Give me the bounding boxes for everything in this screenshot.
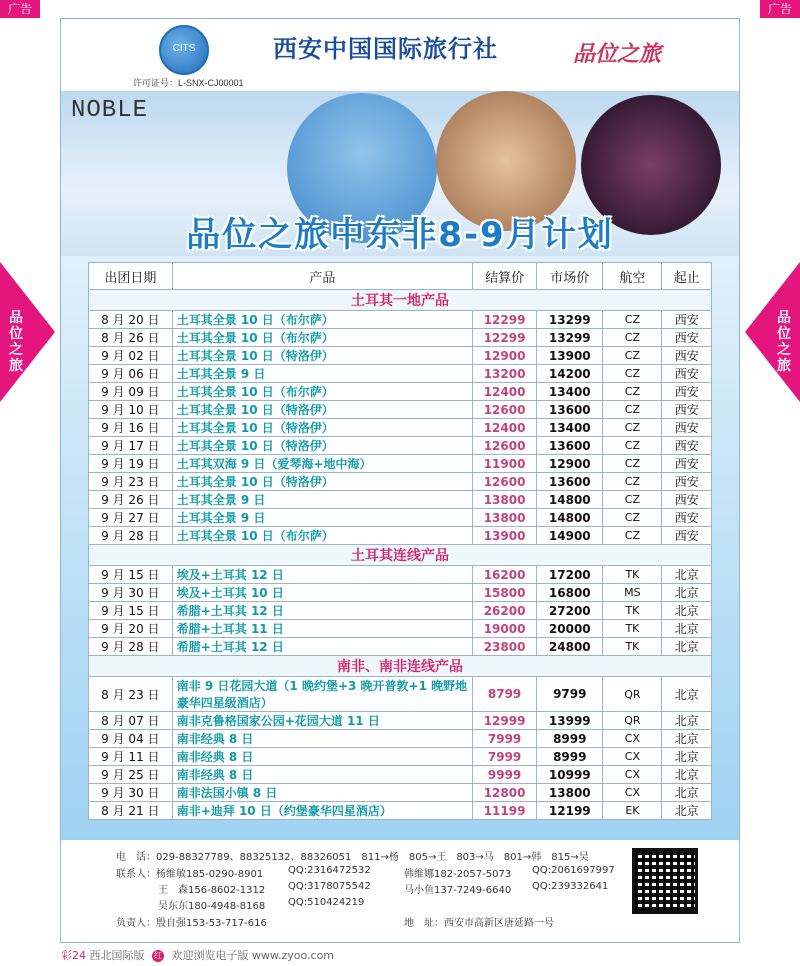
cell-settle-price: 26200 bbox=[472, 602, 536, 620]
cell-date: 9 月 09 日 bbox=[89, 383, 173, 401]
cell-settle-price: 12900 bbox=[472, 347, 536, 365]
cell-departure: 北京 bbox=[662, 602, 712, 620]
cell-settle-price: 12299 bbox=[472, 329, 536, 347]
cell-market-price: 13999 bbox=[537, 712, 603, 730]
cell-market-price: 12900 bbox=[537, 455, 603, 473]
cell-market-price: 12199 bbox=[537, 802, 603, 820]
side-tab-right bbox=[745, 262, 800, 402]
cell-product: 南非经典 8 日 bbox=[172, 748, 472, 766]
cell-product: 土耳其全景 10 日（特洛伊） bbox=[172, 401, 472, 419]
table-row bbox=[89, 638, 712, 656]
cell-market-price: 14800 bbox=[537, 509, 603, 527]
company-name: 西安中国国际旅行社 bbox=[273, 35, 498, 63]
logo-text: CITS bbox=[172, 43, 196, 54]
cell-product: 土耳其全景 10 日（特洛伊） bbox=[172, 419, 472, 437]
cell-date: 8 月 26 日 bbox=[89, 329, 173, 347]
cell-product: 土耳其全景 10 日（特洛伊） bbox=[172, 473, 472, 491]
contact-person: 马小鱼137-7249-6640 bbox=[404, 885, 512, 896]
table-row bbox=[89, 602, 712, 620]
cell-airline: CZ bbox=[603, 437, 662, 455]
cell-market-price: 8999 bbox=[537, 748, 603, 766]
cell-product: 土耳其全景 10 日（布尔萨） bbox=[172, 311, 472, 329]
table-row bbox=[89, 437, 712, 455]
cell-departure: 北京 bbox=[662, 730, 712, 748]
footer-badge-icon: 红 bbox=[154, 951, 162, 960]
cell-date: 8 月 21 日 bbox=[89, 802, 173, 820]
table-row bbox=[89, 748, 712, 766]
cell-product: 土耳其全景 10 日（特洛伊） bbox=[172, 437, 472, 455]
contact-qq: QQ:2316472532 bbox=[288, 865, 371, 876]
cell-date: 9 月 30 日 bbox=[89, 584, 173, 602]
table-row bbox=[89, 401, 712, 419]
cell-market-price: 13299 bbox=[537, 311, 603, 329]
cell-settle-price: 13800 bbox=[472, 491, 536, 509]
table-row bbox=[89, 584, 712, 602]
cell-airline: QR bbox=[603, 677, 662, 712]
table-row bbox=[89, 455, 712, 473]
table-row bbox=[89, 527, 712, 545]
contact-manager: 负责人：殷自强153-53-717-616 bbox=[116, 918, 267, 929]
cell-settle-price: 16200 bbox=[472, 566, 536, 584]
cell-market-price: 13299 bbox=[537, 329, 603, 347]
cell-airline: CZ bbox=[603, 419, 662, 437]
contact-phone: 电 话：029-88327789、88325132、88326051 811→杨 805→王 803→马 801→韩 815→吴 bbox=[116, 852, 589, 863]
header-date: 出团日期 bbox=[89, 263, 173, 290]
footer-section: 西北国际版 bbox=[89, 949, 145, 962]
cell-date: 9 月 28 日 bbox=[89, 638, 173, 656]
cell-product: 土耳其全景 10 日（布尔萨） bbox=[172, 383, 472, 401]
cell-settle-price: 12600 bbox=[472, 473, 536, 491]
cell-date: 9 月 19 日 bbox=[89, 455, 173, 473]
qr-code-icon bbox=[632, 848, 698, 914]
cell-airline: TK bbox=[603, 602, 662, 620]
cell-departure: 北京 bbox=[662, 620, 712, 638]
cell-settle-price: 13900 bbox=[472, 527, 536, 545]
header bbox=[61, 19, 739, 91]
cell-market-price: 9799 bbox=[537, 677, 603, 712]
cell-market-price: 14800 bbox=[537, 491, 603, 509]
cell-date: 9 月 20 日 bbox=[89, 620, 173, 638]
cell-market-price: 17200 bbox=[537, 566, 603, 584]
cell-settle-price: 12400 bbox=[472, 419, 536, 437]
cell-settle-price: 11199 bbox=[472, 802, 536, 820]
cell-airline: CZ bbox=[603, 401, 662, 419]
cell-date: 9 月 27 日 bbox=[89, 509, 173, 527]
cell-settle-price: 11900 bbox=[472, 455, 536, 473]
cell-departure: 北京 bbox=[662, 566, 712, 584]
cell-date: 8 月 20 日 bbox=[89, 311, 173, 329]
section-row bbox=[89, 656, 712, 677]
header-departure: 起止 bbox=[662, 263, 712, 290]
footer-text: 欢迎浏览电子版 www.zyoo.com bbox=[171, 949, 335, 962]
cell-product: 南非经典 8 日 bbox=[172, 730, 472, 748]
cell-departure: 北京 bbox=[662, 638, 712, 656]
contact-address: 地 址：西安市高新区唐延路一号 bbox=[404, 918, 554, 929]
cell-departure: 北京 bbox=[662, 584, 712, 602]
cell-settle-price: 12800 bbox=[472, 784, 536, 802]
cell-departure: 西安 bbox=[662, 455, 712, 473]
cell-date: 9 月 23 日 bbox=[89, 473, 173, 491]
cell-settle-price: 19000 bbox=[472, 620, 536, 638]
cell-departure: 北京 bbox=[662, 766, 712, 784]
cell-departure: 西安 bbox=[662, 419, 712, 437]
cell-market-price: 10999 bbox=[537, 766, 603, 784]
cell-departure: 北京 bbox=[662, 784, 712, 802]
cell-product: 南非经典 8 日 bbox=[172, 766, 472, 784]
cell-departure: 西安 bbox=[662, 509, 712, 527]
cell-product: 希腊+土耳其 12 日 bbox=[172, 602, 472, 620]
cell-airline: QR bbox=[603, 712, 662, 730]
table-body bbox=[89, 290, 712, 820]
cell-departure: 西安 bbox=[662, 437, 712, 455]
cell-market-price: 24800 bbox=[537, 638, 603, 656]
cell-settle-price: 13800 bbox=[472, 509, 536, 527]
section-title: 土耳其一地产品 bbox=[89, 290, 712, 311]
section-row bbox=[89, 290, 712, 311]
cell-settle-price: 12600 bbox=[472, 401, 536, 419]
cell-departure: 北京 bbox=[662, 677, 712, 712]
cell-airline: TK bbox=[603, 638, 662, 656]
cell-airline: MS bbox=[603, 584, 662, 602]
cell-settle-price: 8799 bbox=[472, 677, 536, 712]
cell-departure: 西安 bbox=[662, 329, 712, 347]
page-title: 品位之旅中东非8-9月计划 bbox=[186, 215, 614, 255]
cell-airline: CZ bbox=[603, 311, 662, 329]
section-title: 南非、南非连线产品 bbox=[89, 656, 712, 677]
cell-date: 9 月 26 日 bbox=[89, 491, 173, 509]
table-row bbox=[89, 365, 712, 383]
table-row bbox=[89, 383, 712, 401]
cell-airline: CZ bbox=[603, 473, 662, 491]
cell-date: 9 月 28 日 bbox=[89, 527, 173, 545]
contact-qq: QQ:239332641 bbox=[532, 881, 609, 892]
noble-text: NOBLE bbox=[71, 97, 149, 124]
cell-airline: CX bbox=[603, 730, 662, 748]
table-row bbox=[89, 329, 712, 347]
cell-market-price: 27200 bbox=[537, 602, 603, 620]
cits-logo-icon bbox=[159, 25, 209, 75]
table-row bbox=[89, 620, 712, 638]
cell-market-price: 13600 bbox=[537, 401, 603, 419]
contact-person: 联系人：杨维敏185-0290-8901 bbox=[116, 869, 264, 880]
page-number: 彩24 bbox=[61, 949, 86, 962]
cell-airline: CZ bbox=[603, 509, 662, 527]
cell-date: 9 月 02 日 bbox=[89, 347, 173, 365]
cell-airline: TK bbox=[603, 620, 662, 638]
header-airline: 航空 bbox=[603, 263, 662, 290]
cell-product: 土耳其全景 9 日 bbox=[172, 365, 472, 383]
table-row bbox=[89, 566, 712, 584]
header-product: 产品 bbox=[172, 263, 472, 290]
cell-settle-price: 9999 bbox=[472, 766, 536, 784]
cell-market-price: 20000 bbox=[537, 620, 603, 638]
cell-settle-price: 15800 bbox=[472, 584, 536, 602]
cell-product: 南非克鲁格国家公园+花园大道 11 日 bbox=[172, 712, 472, 730]
table-row bbox=[89, 419, 712, 437]
cell-departure: 北京 bbox=[662, 802, 712, 820]
table-row bbox=[89, 712, 712, 730]
page-footer bbox=[61, 947, 334, 963]
table-row bbox=[89, 677, 712, 712]
cell-airline: CX bbox=[603, 784, 662, 802]
cell-date: 9 月 17 日 bbox=[89, 437, 173, 455]
table-row bbox=[89, 509, 712, 527]
contact-qq: QQ:510424219 bbox=[288, 897, 365, 908]
contact-person: 吴东东180-4948-8168 bbox=[158, 901, 266, 912]
table-row bbox=[89, 491, 712, 509]
side-text: 品位之旅 bbox=[777, 310, 791, 374]
side-text: 品位之旅 bbox=[9, 310, 23, 374]
cell-market-price: 14200 bbox=[537, 365, 603, 383]
cell-date: 9 月 15 日 bbox=[89, 602, 173, 620]
cell-departure: 北京 bbox=[662, 712, 712, 730]
contact-person: 王 森156-8602-1312 bbox=[158, 885, 266, 896]
cell-date: 8 月 07 日 bbox=[89, 712, 173, 730]
cell-airline: CX bbox=[603, 748, 662, 766]
contact-qq: QQ:2061697997 bbox=[532, 865, 615, 876]
cell-date: 9 月 15 日 bbox=[89, 566, 173, 584]
cell-departure: 西安 bbox=[662, 527, 712, 545]
table-row bbox=[89, 311, 712, 329]
cell-departure: 西安 bbox=[662, 311, 712, 329]
cell-market-price: 14900 bbox=[537, 527, 603, 545]
cell-product: 南非 9 日花园大道（1 晚约堡+3 晚开普敦+1 晚野地 豪华四星级酒店） bbox=[172, 677, 472, 712]
license-number: 许可证号：L-SNX-CJ00001 bbox=[133, 78, 244, 88]
cell-settle-price: 12999 bbox=[472, 712, 536, 730]
cell-product: 南非法国小镇 8 日 bbox=[172, 784, 472, 802]
cell-market-price: 13400 bbox=[537, 419, 603, 437]
contact-qq: QQ:3178075542 bbox=[288, 881, 371, 892]
cell-product: 土耳其全景 10 日（布尔萨） bbox=[172, 527, 472, 545]
cell-product: 希腊+土耳其 11 日 bbox=[172, 620, 472, 638]
tour-plan-table bbox=[88, 262, 712, 820]
cell-departure: 北京 bbox=[662, 748, 712, 766]
cell-date: 9 月 04 日 bbox=[89, 730, 173, 748]
cell-airline: EK bbox=[603, 802, 662, 820]
cell-settle-price: 7999 bbox=[472, 748, 536, 766]
cell-settle-price: 12400 bbox=[472, 383, 536, 401]
cell-settle-price: 13200 bbox=[472, 365, 536, 383]
section-title: 土耳其连线产品 bbox=[89, 545, 712, 566]
cell-date: 9 月 10 日 bbox=[89, 401, 173, 419]
table-row bbox=[89, 784, 712, 802]
cell-product: 埃及+土耳其 10 日 bbox=[172, 584, 472, 602]
cell-departure: 西安 bbox=[662, 383, 712, 401]
cell-departure: 西安 bbox=[662, 347, 712, 365]
cell-date: 8 月 23 日 bbox=[89, 677, 173, 712]
section-row bbox=[89, 545, 712, 566]
cell-airline: CZ bbox=[603, 365, 662, 383]
cell-product: 土耳其全景 10 日（特洛伊） bbox=[172, 347, 472, 365]
cell-date: 9 月 25 日 bbox=[89, 766, 173, 784]
cell-settle-price: 12600 bbox=[472, 437, 536, 455]
cell-settle-price: 23800 bbox=[472, 638, 536, 656]
cell-departure: 西安 bbox=[662, 473, 712, 491]
brand-logo: 品位之旅 bbox=[573, 42, 662, 67]
cell-departure: 西安 bbox=[662, 365, 712, 383]
cell-market-price: 13600 bbox=[537, 437, 603, 455]
table-row bbox=[89, 347, 712, 365]
cell-product: 土耳其全景 9 日 bbox=[172, 509, 472, 527]
cell-settle-price: 7999 bbox=[472, 730, 536, 748]
cell-date: 9 月 16 日 bbox=[89, 419, 173, 437]
cell-departure: 西安 bbox=[662, 401, 712, 419]
contact-person: 韩维娜182-2057-5073 bbox=[404, 869, 512, 880]
cell-product: 土耳其全景 9 日 bbox=[172, 491, 472, 509]
header-settle-price: 结算价 bbox=[472, 263, 536, 290]
cell-product: 土耳其双海 9 日（爱琴海+地中海） bbox=[172, 455, 472, 473]
cell-market-price: 8999 bbox=[537, 730, 603, 748]
cell-product: 希腊+土耳其 12 日 bbox=[172, 638, 472, 656]
cell-settle-price: 12299 bbox=[472, 311, 536, 329]
ad-tag-right: 广告 bbox=[760, 0, 800, 18]
cell-airline: CZ bbox=[603, 347, 662, 365]
cell-product: 南非+迪拜 10 日（约堡豪华四星酒店） bbox=[172, 802, 472, 820]
table-row bbox=[89, 802, 712, 820]
cell-airline: CZ bbox=[603, 329, 662, 347]
cell-product: 土耳其全景 10 日（布尔萨） bbox=[172, 329, 472, 347]
cell-airline: CZ bbox=[603, 491, 662, 509]
cell-airline: CZ bbox=[603, 455, 662, 473]
table-row bbox=[89, 766, 712, 784]
cell-market-price: 13400 bbox=[537, 383, 603, 401]
table-row bbox=[89, 473, 712, 491]
cell-airline: CZ bbox=[603, 527, 662, 545]
cell-product: 埃及+土耳其 12 日 bbox=[172, 566, 472, 584]
cell-airline: CZ bbox=[603, 383, 662, 401]
table-row bbox=[89, 730, 712, 748]
cell-departure: 西安 bbox=[662, 491, 712, 509]
cell-airline: TK bbox=[603, 566, 662, 584]
cell-market-price: 16800 bbox=[537, 584, 603, 602]
header-market-price: 市场价 bbox=[537, 263, 603, 290]
cell-airline: CX bbox=[603, 766, 662, 784]
cell-date: 9 月 11 日 bbox=[89, 748, 173, 766]
cell-date: 9 月 06 日 bbox=[89, 365, 173, 383]
cell-date: 9 月 30 日 bbox=[89, 784, 173, 802]
cell-market-price: 13800 bbox=[537, 784, 603, 802]
cell-market-price: 13900 bbox=[537, 347, 603, 365]
contact-panel bbox=[88, 840, 712, 936]
cell-market-price: 13600 bbox=[537, 473, 603, 491]
table-header-row bbox=[89, 263, 712, 290]
ad-tag-left: 广告 bbox=[0, 0, 40, 18]
side-tab-left bbox=[0, 262, 55, 402]
